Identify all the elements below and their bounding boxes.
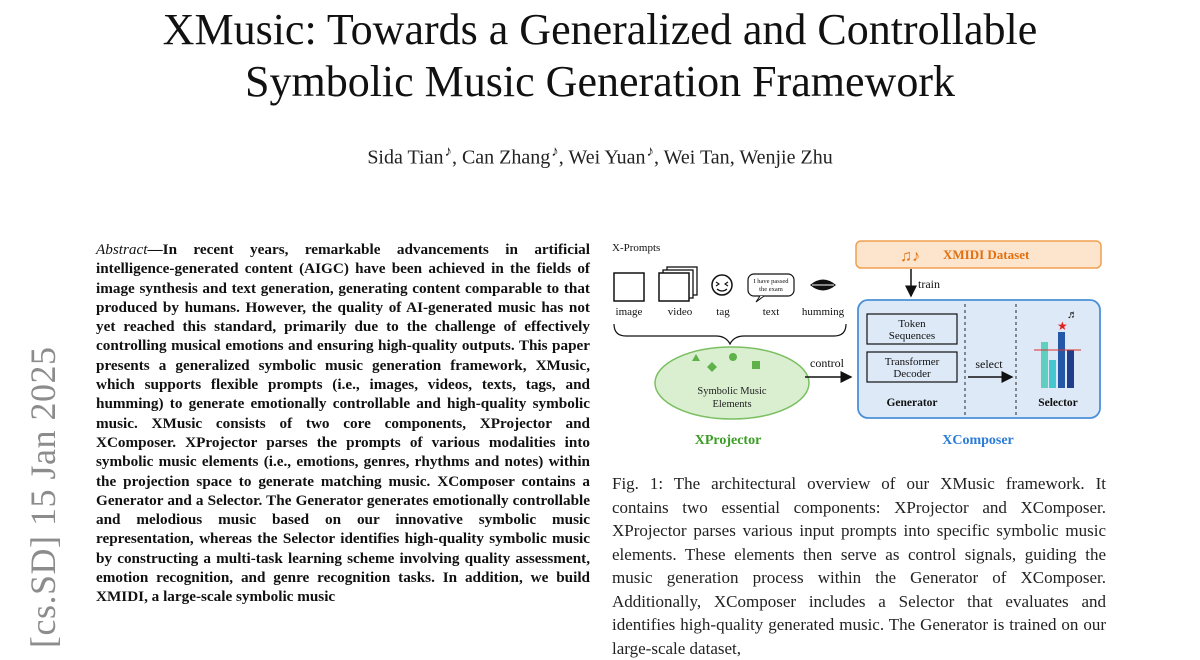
humming-lips-icon — [810, 280, 836, 291]
modality-label-text: text — [762, 306, 780, 318]
star-icon: ★ — [1057, 319, 1068, 333]
select-label: select — [975, 357, 1003, 371]
circle-shape-icon — [729, 353, 737, 361]
transformer-label-line-1: Transformer — [884, 356, 940, 368]
prompts-label: X-Prompts — [612, 242, 661, 254]
elements-label-line-2: Elements — [712, 399, 752, 410]
selector-music-note-icon: ♬ — [1067, 309, 1078, 321]
author-name: Wei Tan — [663, 146, 730, 169]
dataset-music-note-icon: ♫♪ — [900, 248, 920, 265]
video-icon — [659, 267, 697, 301]
token-label-line-2: Sequences — [888, 330, 936, 342]
abstract-text: —In recent years, remarkable advancements in artificial intelligence-generated content (AIGC) have been achieved in the fields of image synthesis and text generation, generating content comparable to that produced by humans. However, the quality of AI-generated music has not yet reached this standard, primarily due to the challenge of effectively controlling musical emotions and ensuring high-quality outputs. This paper presents a generalized symbolic music generation framework, XMusic, which supports flexible prompts (i.e., images, videos, texts, tags, and humming) to generate emotionally controllable and high-quality symbolic music. XMusic consists of two core components, XProjector and XComposer. XProjector parses the prompts of various modalities into symbolic music elements (i.e., emotions, genres, rhythms and notes) within the projection space to generate matching music. XComposer contains a Generator and a Selector. The Generator generates emotionally controllable and melodious music based on our innovative symbolic music representation, whereas the Selector identifies high-quality symbolic music by constructing a multi-task learning scheme involving quality assessment, emotion recognition, and genre recognition tasks. In addition, we build XMIDI, a large-scale symbolic music — [96, 241, 590, 606]
generator-label: Generator — [886, 397, 938, 409]
xcomposer-label: XComposer — [942, 433, 1014, 448]
music-note-icon: ♪ — [551, 144, 559, 160]
text-bubble-icon — [748, 274, 794, 302]
music-note-icon: ♪ — [444, 144, 452, 160]
text-bubble-line-1: I have passed — [753, 278, 789, 285]
author-list: Sida Tian♪, Can Zhang♪, Wei Yuan♪, Wei Tan, Wenjie Zhu — [367, 144, 833, 169]
paper-title — [0, 4, 1200, 108]
square-shape-icon — [752, 361, 760, 369]
abstract-label: Abstract — [96, 241, 148, 258]
tag-emoji-icon — [712, 275, 732, 295]
modality-label-tag: tag — [716, 306, 730, 318]
train-label: train — [918, 277, 940, 291]
elements-label-line-1: Symbolic Music — [697, 386, 767, 397]
architecture-figure — [610, 236, 1110, 450]
dataset-label: XMIDI Dataset — [943, 247, 1030, 262]
modality-label-humming: humming — [801, 306, 845, 318]
author-name: Sida Tian — [367, 146, 444, 169]
modality-label-image: image — [615, 306, 643, 318]
figure-caption: Fig. 1: The architectural overview of our XMusic framework. It contains two essential components: XProjector and XComposer. XProjector parses various input prompts into specific symbolic music elements. These elements then serve as control signals, guiding the music generation process within the Generator of XComposer. Additionally, XComposer includes a Selector that evaluates and identifies high-quality generated music. The Generator is trained on our large-scale dataset, — [612, 474, 1106, 658]
selector-label: Selector — [1038, 397, 1078, 409]
author-name: Wei Yuan — [568, 146, 646, 169]
author-name: Wenjie Zhu — [739, 146, 833, 169]
arxiv-side-label: [cs.SD] 15 Jan 2025 — [23, 346, 63, 648]
xprojector-label: XProjector — [694, 433, 762, 448]
transformer-label-line-2: Decoder — [893, 368, 931, 380]
token-label-line-1: Token — [898, 318, 926, 330]
author-name: Can Zhang — [461, 146, 551, 169]
music-note-icon: ♪ — [646, 144, 654, 160]
modality-label-video: video — [667, 306, 693, 318]
abstract — [96, 240, 590, 607]
title-line-1: XMusic: Towards a Generalized and Controllable — [162, 5, 1038, 54]
prompts-brace — [614, 324, 846, 344]
control-label: control — [810, 356, 844, 370]
image-icon — [614, 273, 644, 301]
text-bubble-line-2: the exam — [759, 286, 783, 293]
title-line-2: Symbolic Music Generation Framework — [245, 57, 955, 106]
